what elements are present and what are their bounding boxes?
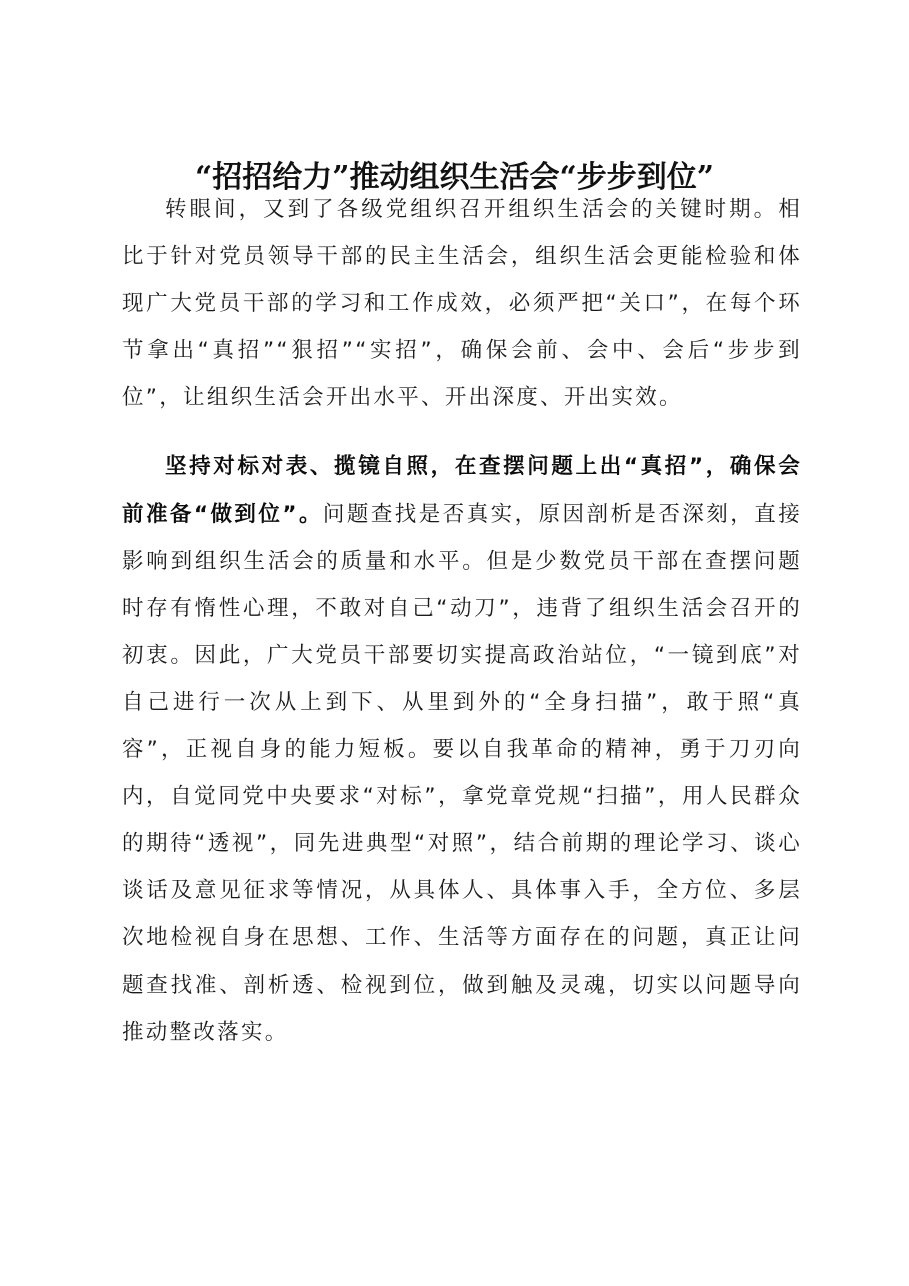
paragraph-text: 转眼间，又到了各级党组织召开组织生活会的关键时期。相比于针对党员领导干部的民主生活会，组织生活会更能检验和体现广大党员干部的学习和工作成效，必须严把“关口”，在每个环节拿出“真招”“狠招”“实招”，确保会前、会中、会后“步步到位”，让组织生活会开出水平、开出深度、开出实效。 xyxy=(122,197,802,411)
paragraph-section-1 xyxy=(122,443,802,1055)
paragraph-intro xyxy=(122,186,802,421)
paragraph-lead: 坚持对标对表、揽镜自照，在查摆问题上出“真招”，确保会前准备“做到位”。 xyxy=(122,454,802,527)
paragraph-text: 问题查找是否真实，原因剖析是否深刻，直接影响到组织生活会的质量和水平。但是少数党员干部在查摆问题时存有惰性心理，不敢对自己“动刀”，违背了组织生活会召开的初衷。因此，广大党员干部要切实提高政治站位，“一镜到底”对自己进行一次从上到下、从里到外的“全身扫描”，敢于照“真容”，正视自身的能力短板。要以自我革命的精神，勇于刀刃向内，自觉同党中央要求“对标”，拿党章党规“扫描”，用人民群众的期待“透视”，同先进典型“对照”，结合前期的理论学习、谈心谈话及意见征求等情况，从具体人、具体事入手，全方位、多层次地检视自身在思想、工作、生活等方面存在的问题，真正让问题查找准、剖析透、检视到位，做到触及灵魂，切实以问题导向推动整改落实。 xyxy=(122,501,802,1045)
document-body xyxy=(122,186,802,1056)
document-title: “招招给力”推动组织生活会“步步到位” xyxy=(194,160,715,195)
